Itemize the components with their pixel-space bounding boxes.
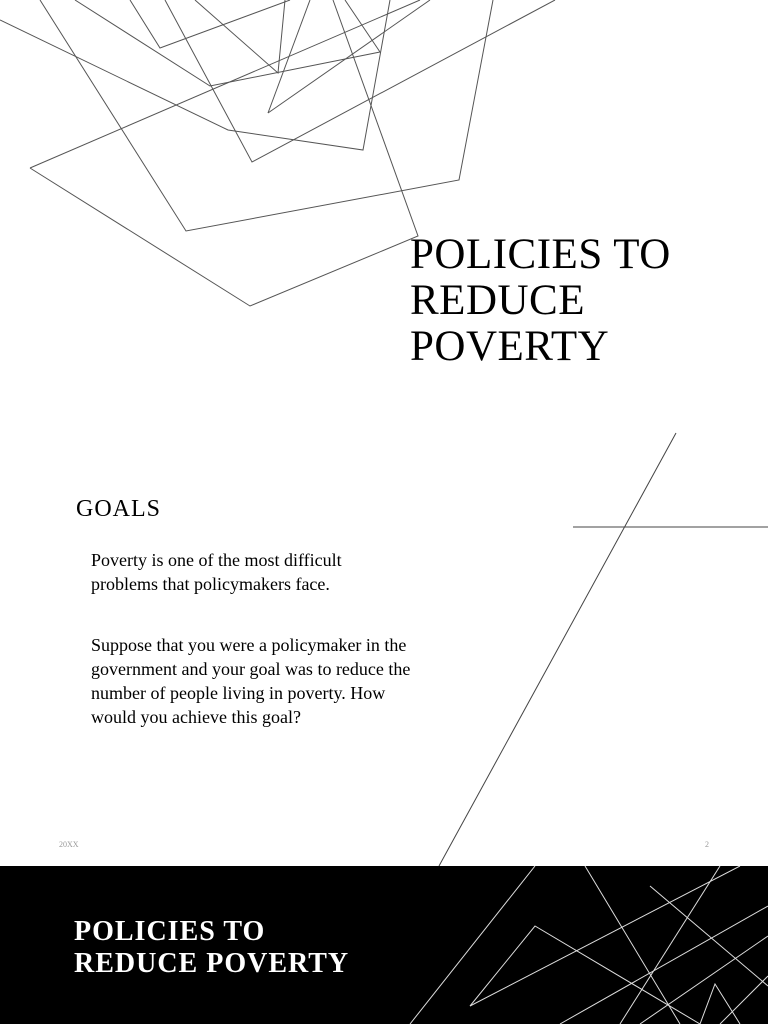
goals-heading: GOALS (76, 496, 162, 522)
slide-title: POLICIES TO REDUCE POVERTY (74, 916, 350, 979)
paragraph: Suppose that you were a policymaker in the government and your goal was to reduce the number of people living in poverty. How would you achieve this goal? (91, 635, 411, 727)
page-number: 2 (705, 840, 709, 849)
paragraph: Poverty is one of the most difficult problems that policymakers face. (91, 550, 342, 594)
footer-date: 20XX (59, 840, 79, 849)
slide-1 (0, 0, 768, 430)
slide-3 (0, 866, 768, 1024)
slide-2 (0, 430, 768, 866)
slide-title: POLICIES TO REDUCE POVERTY (410, 231, 671, 370)
